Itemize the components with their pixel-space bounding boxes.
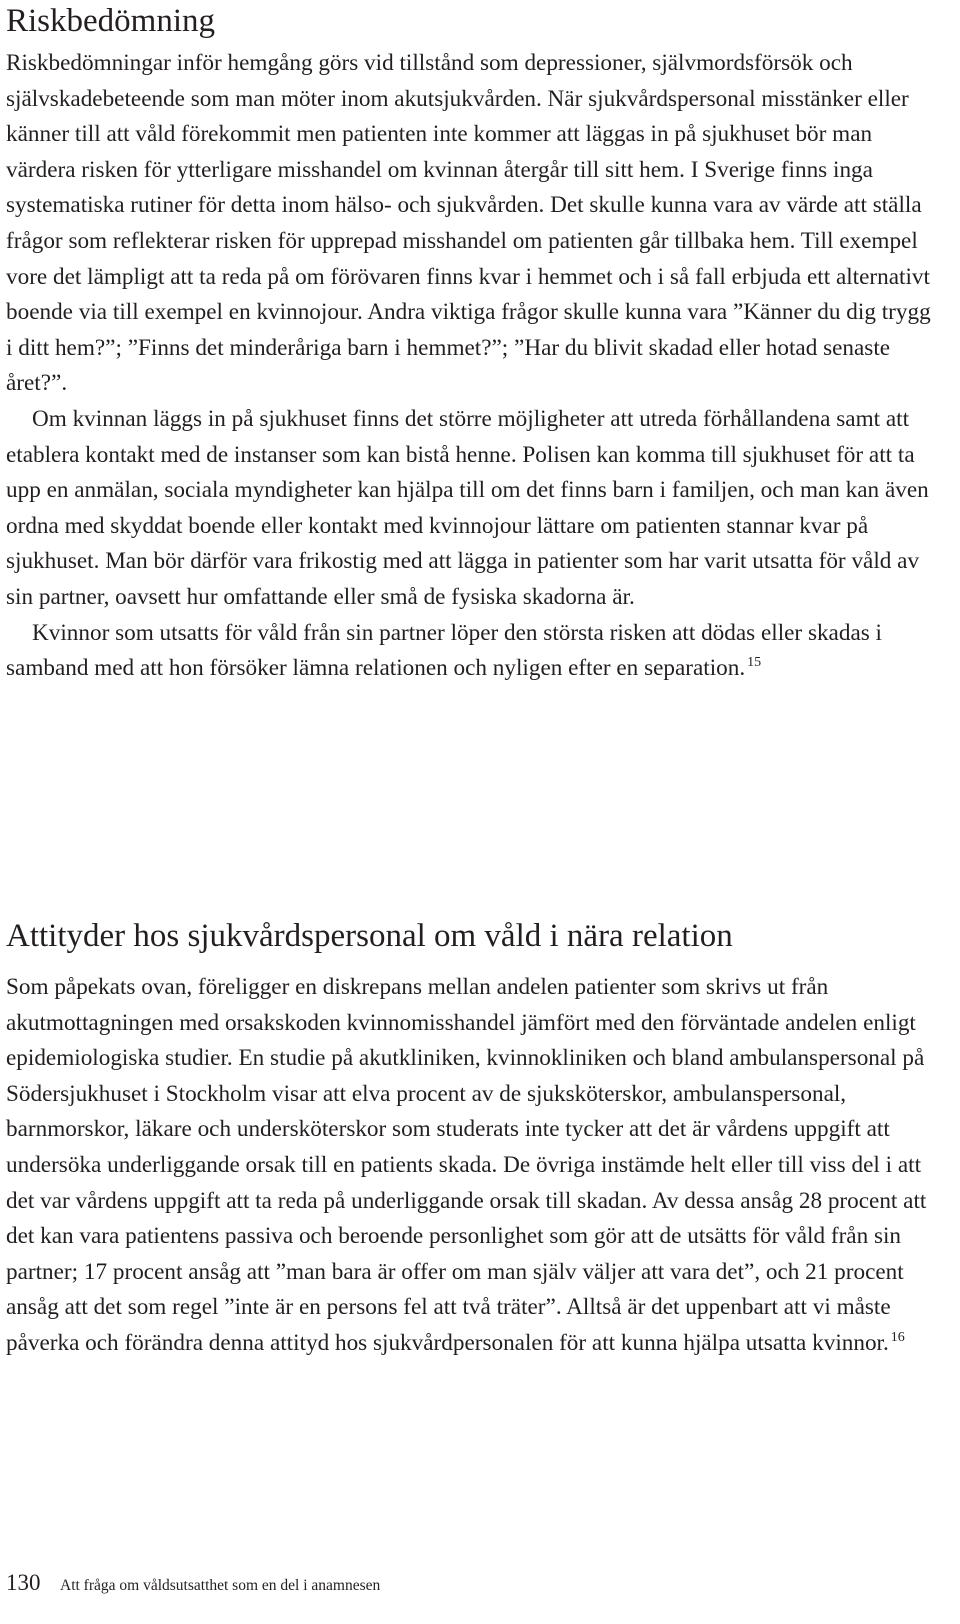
running-title: Att fråga om våldsutsatthet som en del i anamnesen: [60, 1577, 381, 1594]
paragraph-text: Som påpekats ovan, föreligger en diskrepans mellan andelen patienter som skrivs ut från akutmottagningen med orsakskoden kvinnomisshandel jämfört med den förväntade andelen enligt epidemiologiska studier. En studie på akutkliniken, kvinnokliniken och bland ambulanspersonal på Södersjukhuset i Stockholm visar att elva procent av de sjuksköterskor, ambulanspersonal, barnmorskor, läkare och undersköterskor som studerats inte tycker att det är vårdens uppgift att undersöka underliggande orsak till en patients skada. De övriga instämde helt eller till viss del i att det var vårdens uppgift att ta reda på underliggande orsak till skadan. Av dessa ansåg 28 procent att det kan vara patientens passiva och beroende personlighet som gör att de utsätts för våld från sin partner; 17 procent ansåg att ”man bara är offer om man själv väljer att vara det”, och 21 procent ansåg att det som regel ”inte är en persons fel att två träter”. Alltså är det uppenbart att vi måste påverka och förändra denna attityd hos sjukvårdpersonalen för att kunna hjälpa utsatta kvinnor.: [6, 974, 927, 1356]
section-heading-attityder: Attityder hos sjukvårdspersonal om våld i nära relation: [6, 918, 733, 954]
paragraph: Riskbedömningar inför hemgång görs vid tillstånd som depressioner, självmordsförsök och självskadebeteende som man möter inom akutsjukvården. När sjukvårdspersonal misstänker eller känner till att våld förekommit men patienten inte kommer att läggas in på sjukhuset bör man värdera risken för ytterligare misshandel om kvinnan återgår till sitt hem. I Sverige finns inga systematiska rutiner för detta inom hälso- och sjukvården. Det skulle kunna vara av värde att ställa frågor som reflekterar risken för upprepad misshandel om patienten går tillbaka hem. Till exempel vore det lämpligt att ta reda på om förövaren finns kvar i hemmet och i så fall erbjuda ett alternativt boende via till exempel en kvinnojour. Andra viktiga frågor skulle kunna vara ”Känner du dig trygg i ditt hem?”; ”Finns det minderåriga barn i hemmet?”; ”Har du blivit skadad eller hotad senaste året?”.: [6, 50, 931, 397]
section-body-riskbedomning: [6, 46, 936, 687]
footnote-reference[interactable]: 15: [747, 655, 762, 671]
paragraph-with-footnote: [6, 616, 936, 687]
paragraph: Om kvinnan läggs in på sjukhuset finns det större möjligheter att utreda förhållandena samt att etablera kontakt med de instanser som kan bistå henne. Polisen kan komma till sjukhuset för att ta upp en anmälan, sociala myndigheter kan hjälpa till om det finns barn i familjen, och man kan även ordna med skyddat boende eller kontakt med kvinnojour lättare om patienten stannar kvar på sjukhuset. Man bör därför vara frikostig med att lägga in patienter som har varit utsatta för våld av sin partner, oavsett hur omfattande eller små de fysiska skadorna är.: [6, 405, 929, 610]
section-body-attityder: [6, 970, 936, 1362]
paragraph-with-footnote: [6, 970, 936, 1362]
section-heading-riskbedomning: Riskbedömning: [6, 3, 216, 39]
paragraph-text: Kvinnor som utsatts för våld från sin partner löper den största risken att dödas eller skadas i samband med att hon försöker lämna relationen och nyligen efter en separation.: [6, 619, 883, 682]
page-footer: [6, 1570, 380, 1600]
page-number: 130: [6, 1570, 41, 1595]
footnote-reference[interactable]: 16: [890, 1329, 905, 1345]
